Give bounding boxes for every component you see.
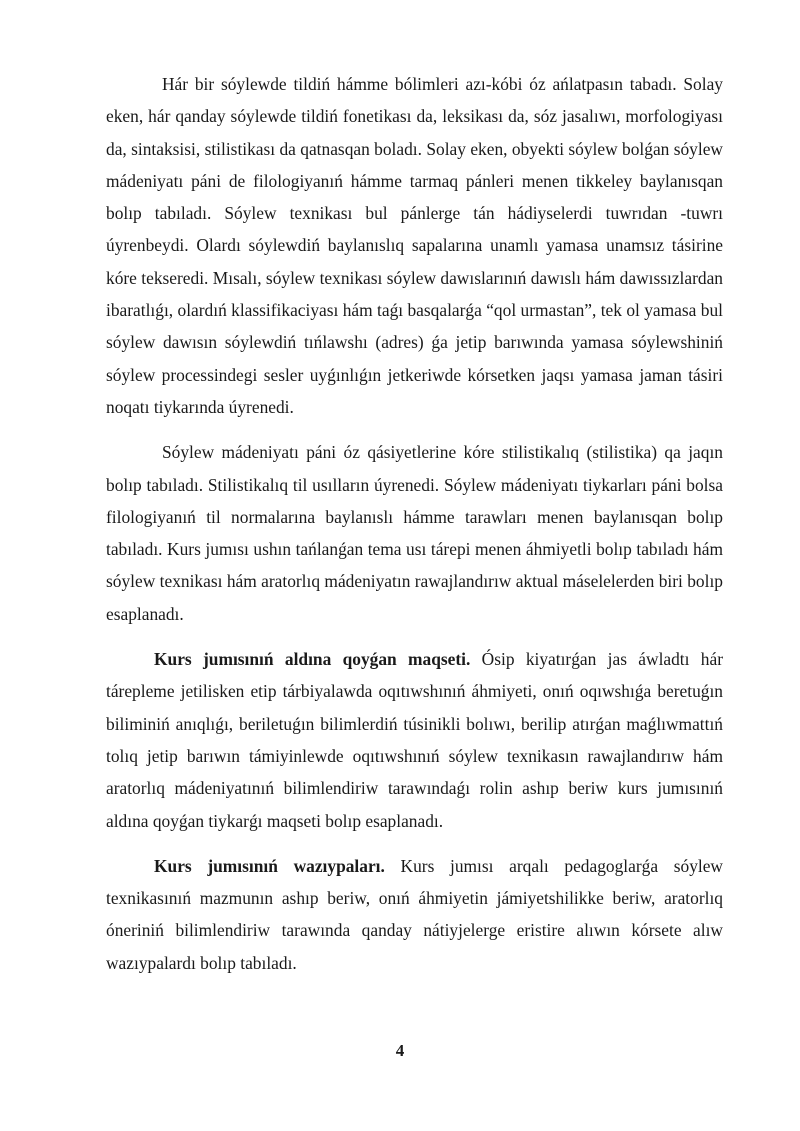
page-number: 4 [395,1041,405,1060]
paragraph-culture-text: Sóylew mádeniyatı páni óz qásiyetlerine kóre stilistikalıq (stilistika) qa jaqın bolıp tabıladı. Stilistikalıq til usılların úyrenedi. Sóylew mádeniyatı tiykarları páni bolsa filologiyanıń til normalarına baylanıslı hámme tarawları menen baylanısqan bolıp tabıladı. Kurs jumısı ushın tańlanǵan tema usı tárepi menen áhmiyetli bolıp tabıladı hám sóylew texnikası hám aratorlıq mádeniyatın rawajlandırıw aktual máselelerden biri bolıp esaplanadı. [106,442,723,624]
paragraph-goal-text: Ósip kiyatırǵan jas áwladtı hár tárepleme jetilisken etip tárbiyalawda oqıtıwshınıń áhmiyeti, onıń oqıwshıǵa beretuǵın biliminiń anıqlıǵı, beriletuǵın bilimlerdiń túsinikli bolıwı, berilip atırǵan maǵlıwmattıń tolıq jetip barıwın támiyinlewde oqıtıwshınıń sóylew texnikasın rawajlandırıw hám aratorlıq mádeniyatınıń bilimlendiriw tarawındaǵı rolin ashıp beriw kurs jumısınıń aldına qoyǵan tiykarǵı maqseti bolıp esaplanadı. [106,649,723,831]
paragraph-tasks [106,850,723,979]
paragraph-goal-heading: Kurs jumısınıń aldına qoyǵan maqseti. [154,649,471,670]
document-page [106,68,723,979]
paragraph-gap [106,630,723,643]
paragraph-tasks-heading: Kurs jumısınıń wazıypaları. [154,855,385,876]
paragraph-goal [106,643,723,837]
paragraph-culture [106,436,723,630]
paragraph-gap [106,423,723,436]
paragraph-intro-text: Hár bir sóylewde tildiń hámme bólimleri azı-kóbi óz ańlatpasın tabadı. Solay eken, hár qanday sóylewde tildiń fonetikası da, leksikası da, sóz jasalıwı, morfologiyası da, sintaksisi, stilistikası da qatnasqan boladı. Solay eken, obyekti sóylew bolǵan sóylew mádeniyatı páni de filologiyanıń hámme tarmaq pánleri menen tikkeley baylanısqan bolıp tabıladı. Sóylew texnikası bul pánlerge tán hádiyselerdi tuwrıdan -tuwrı úyrenbeydi. Olardı sóylewdiń baylanıslıq sapalarına unamlı yamasa unamsız tásirine kóre tekseredi. Mısalı, sóylew texnikası sóylew dawıslarınıń dawıslı hám dawıssızlardan ibaratlıǵı, olardıń klassifikaciyası hám taǵı basqalarǵa “qol urmastan”, tek ol yamasa bul sóylew dawısın sóylewdiń tıńlawshı (adres) ǵa jetip barıwında yamasa sóylewshiniń sóylew processindegi sesler uyǵınlıǵın jetkeriwde kórsetken jaqsı yamasa jaman tásiri noqatı tiykarında úyrenedi. [106,74,723,417]
paragraph-gap [106,837,723,850]
paragraph-intro [106,68,723,423]
paragraph-tasks-text: Kurs jumısı arqalı pedagoglarǵa sóylew texnikasınıń mazmunın ashıp beriw, onıń áhmiyetin jámiyetshilikke beriw, aratorlıq óneriniń bilimlendiriw tarawında qanday nátiyjelerge eristire alıwın kórsete alıw wazıypalardı bolıp tabıladı. [106,855,723,973]
